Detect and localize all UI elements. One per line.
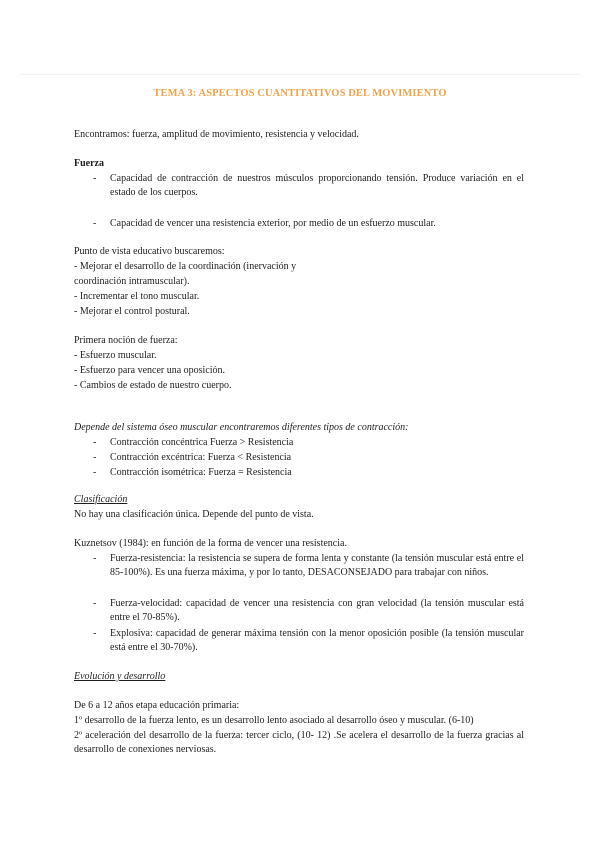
bullet-dash: - xyxy=(93,553,97,564)
punto-vista-line: - Incrementar el tono muscular. xyxy=(74,291,200,302)
contraccion-bullet: Contracción concéntrica Fuerza > Resistencia xyxy=(110,437,294,448)
clasificacion-text: No hay una clasificación única. Depende del punto de vista. xyxy=(74,509,314,520)
punto-vista-line: Punto de vista educativo buscaremos: xyxy=(74,246,225,257)
bullet-dash: - xyxy=(93,452,97,463)
clasificacion-bullet-2: Fuerza-velocidad: capacidad de vencer una resistencia con gran velocidad (la tensión muscular está entre el 70-85%). xyxy=(110,598,524,623)
nocion-line: - Esfuerzo para vencer una oposición. xyxy=(74,365,226,376)
contraccion-bullet: Contracción isométrica: Fuerza = Resistencia xyxy=(110,467,292,478)
punto-vista-line: coordinación intramuscular). xyxy=(74,276,190,287)
bullet-dash: - xyxy=(93,598,97,609)
nocion-line: - Esfuerzo muscular. xyxy=(74,350,157,361)
bullet-dash: - xyxy=(93,467,97,478)
intro-text: Encontramos: fuerza, amplitud de movimiento, resistencia y velocidad. xyxy=(74,129,359,140)
nocion-line: - Cambios de estado de nuestro cuerpo. xyxy=(74,380,232,391)
clasificacion-bullet-1: Fuerza-resistencia: la resistencia se supera de forma lenta y constante (la tensión muscular está entre el 85-100%). Es una fuerza máxima, y por lo tanto, DESACONSEJADO para trabajar con niños. xyxy=(110,553,524,578)
evolucion-line: 1º desarrollo de la fuerza lento, es un desarrollo lento asociado al desarrollo óseo y muscular. (6-10) xyxy=(74,715,474,726)
bullet-dash: - xyxy=(93,218,97,229)
bullet-dash: - xyxy=(93,628,97,639)
contraccion-heading: Depende del sistema óseo muscular encontraremos diferentes tipos de contracción: xyxy=(74,422,409,433)
clasificacion-bullet-3: Explosiva: capacidad de generar máxima tensión con la menor oposición posible (la tensión muscular está entre el 30-70%). xyxy=(110,628,524,653)
fuerza-heading: Fuerza xyxy=(74,158,104,169)
punto-vista-line: - Mejorar el control postural. xyxy=(74,306,190,317)
evolucion-line: De 6 a 12 años etapa educación primaria: xyxy=(74,700,240,711)
bullet-dash: - xyxy=(93,437,97,448)
evolucion-line: 2º aceleración del desarrollo de la fuerza: tercer ciclo, (10- 12) .Se acelera el desarrollo de la fuerza gracias al desarrollo de conexiones nerviosas. xyxy=(74,730,524,755)
page-title: TEMA 3: ASPECTOS CUANTITATIVOS DEL MOVIMIENTO xyxy=(153,88,447,99)
fuerza-bullet-1: Capacidad de contracción de nuestros músculos proporcionando tensión. Produce variación en el estado de los cuerpos. xyxy=(110,173,524,198)
contraccion-bullet: Contracción excéntrica: Fuerza < Resistencia xyxy=(110,452,292,463)
kuznetsov-text: Kuznetsov (1984): en función de la forma de vencer una resistencia. xyxy=(74,538,347,549)
clasificacion-heading: Clasificación xyxy=(74,494,128,505)
punto-vista-line: - Mejorar el desarrollo de la coordinación (inervación y xyxy=(74,261,297,272)
bullet-dash: - xyxy=(93,173,97,184)
header-divider xyxy=(20,74,580,75)
fuerza-bullet-2: Capacidad de vencer una resistencia exterior, por medio de un esfuerzo muscular. xyxy=(110,218,436,229)
nocion-line: Primera noción de fuerza: xyxy=(74,335,178,346)
evolucion-heading: Evolución y desarrollo xyxy=(74,671,166,682)
